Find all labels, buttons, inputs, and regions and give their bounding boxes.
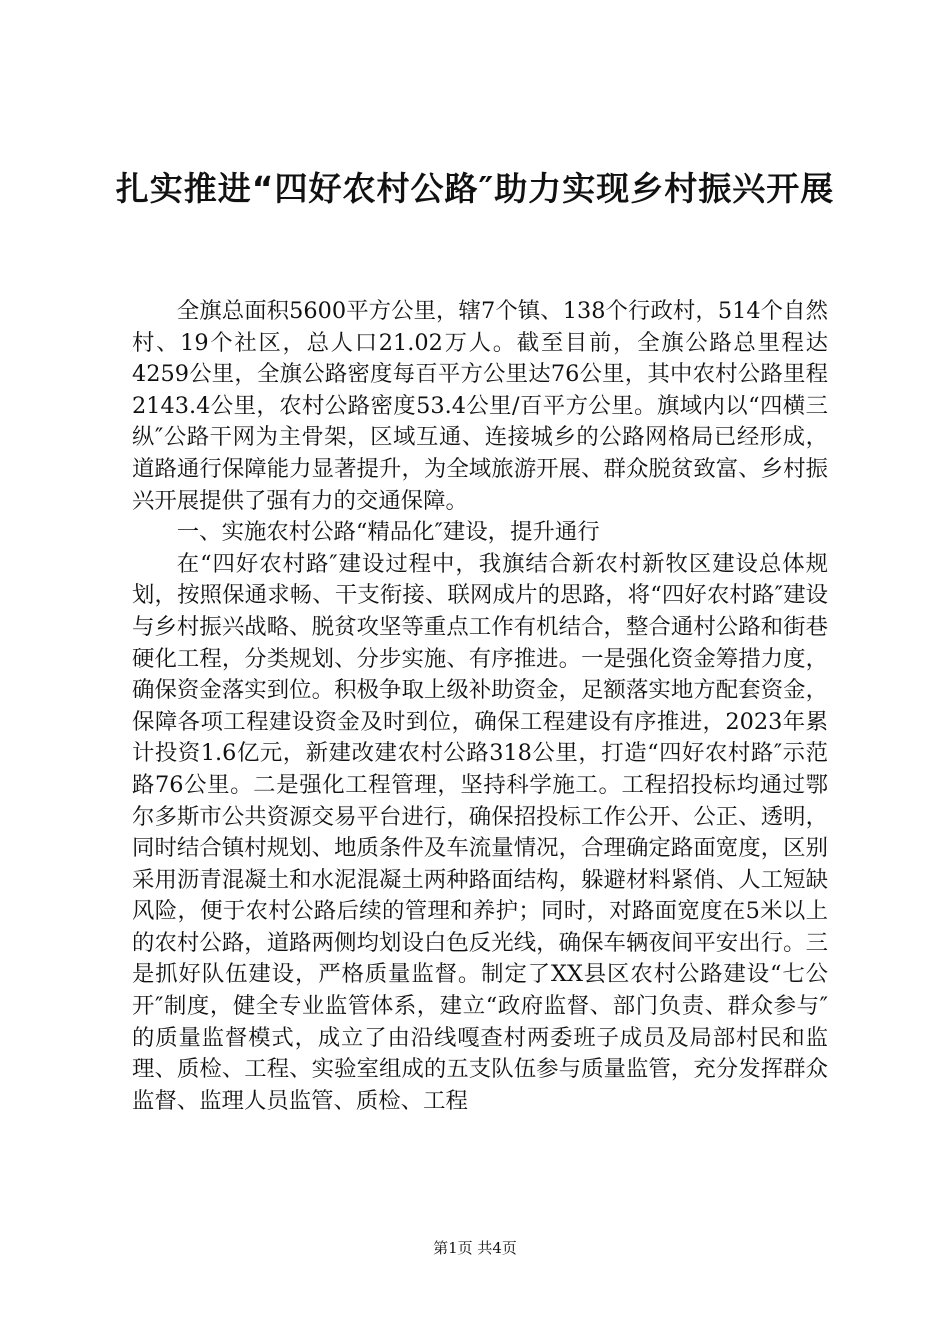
document-title: 扎实推进“四好农村公路″助力实现乡村振兴开展 xyxy=(115,169,835,208)
section-heading-1: 一、实施农村公路“精品化″建设，提升通行 xyxy=(176,519,600,546)
paragraph-section-1: 在“四好农村路″建设过程中，我旗结合新农村新牧区建设总体规划，按照保通求畅、干支衔接、联网成片的思路，将“四好农村路″建设与乡村振兴战略、脱贫攻坚等重点工作有机结合，整合通村公路和街巷硬化工程，分类规划、分步实施、有序推进。一是强化资金筹措力度，确保资金落实到位。积极争取上级补助资金，足额落实地方配套资金，保障各项工程建设资金及时到位，确保工程建设有序推进，2023年累计投资1.6亿元，新建改建农村公路318公里，打造“四好农村路″示范路76公里。二是强化工程管理，坚持科学施工。工程招投标均通过鄂尔多斯市公共资源交易平台进行，确保招投标工作公开、公正、透明，同时结合镇村规划、地质条件及车流量情况，合理确定路面宽度，区别采用沥青混凝土和水泥混凝土两种路面结构，躲避材料紧俏、人工短缺风险，便于农村公路后续的管理和养护；同时，对路面宽度在5米以上的农村公路，道路两侧均划设白色反光线，确保车辆夜间平安出行。三是抓好队伍建设，严格质量监督。制定了XX县区农村公路建设“七公开″制度，健全专业监管体系，建立“政府监督、部门负责、群众参与″的质量监督模式，成立了由沿线嘎查村两委班子成员及局部村民和监理、质检、工程、实验室组成的五支队伍参与质量监管，充分发挥群众监督、监理人员监管、质检、工程 xyxy=(132,550,828,1114)
paragraph-overview: 全旗总面积5600平方公里，辖7个镇、138个行政村，514个自然村、19个社区，总人口21.02万人。截至目前，全旗公路总里程达4259公里，全旗公路密度每百平方公里达76公里，其中农村公路里程2143.4公里，农村公路密度53.4公里/百平方公里。旗域内以“四横三纵″公路干网为主骨架，区域互通、连接城乡的公路网格局已经形成，道路通行保障能力显著提升，为全域旅游开展、群众脱贫致富、乡村振兴开展提供了强有力的交通保障。 xyxy=(132,298,828,514)
document-body xyxy=(132,296,828,1117)
page-number-footer: 第1页 共4页 xyxy=(433,1239,517,1257)
